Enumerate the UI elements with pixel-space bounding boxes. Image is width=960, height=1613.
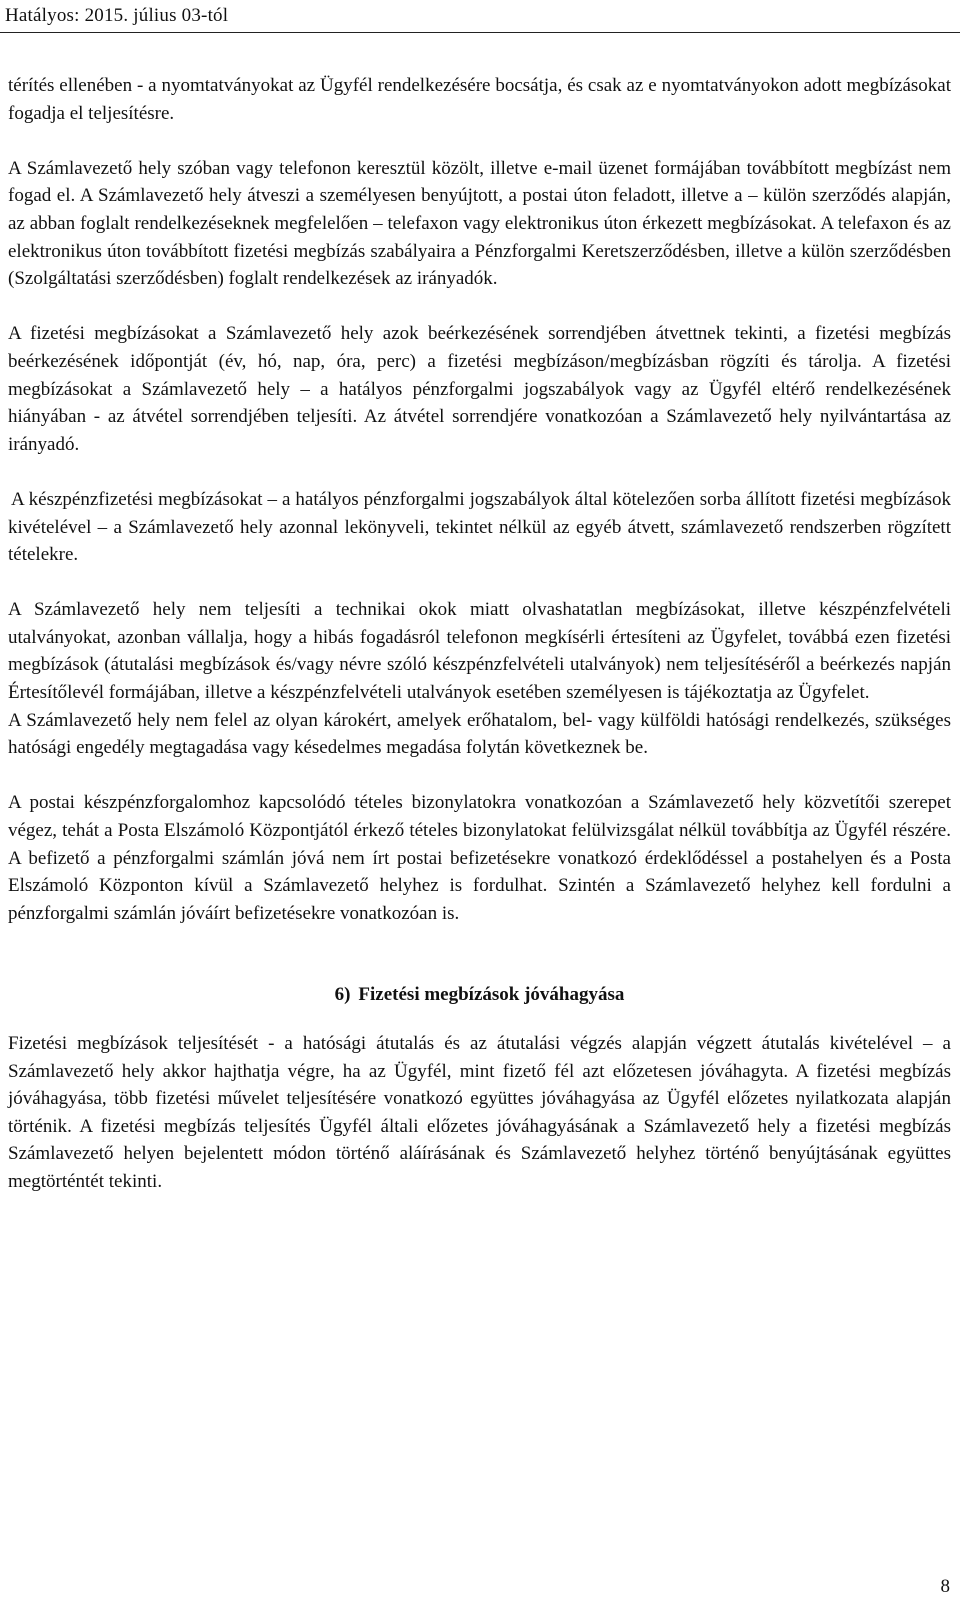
paragraph-cash-payment-orders: A készpénzfizetési megbízásokat – a hatályos pénzforgalmi jogszabályok által kötelezően sorba állított fizetési megbízások kivételével – a Számlavezető hely azonnal lekönyveli, tekintet nélkül az egyéb átvett, számlavezető rendszerben rögzített tételekre. [8,488,951,566]
page-header [0,0,960,42]
section-title: Fizetési megbízások jóváhagyása [358,984,625,1006]
section-number: 6) [334,984,351,1006]
document-body [8,72,951,1196]
paragraph-printed-forms: térítés ellenében - a nyomtatványokat az Ügyfél rendelkezésére bocsátja, és csak az e nyomtatványokon adott megbízásokat fogadja el teljesítésre. [8,75,951,124]
paragraph-illegible-orders: A Számlavezető hely nem teljesíti a technikai okok miatt olvashatatlan megbízásokat, illetve készpénzfelvételi utalványokat, azonban vállalja, hogy a hibás fogadásról telefonon megkísérli értesíteni az Ügyfelet, továbbá ezen fizetési megbízások (átutalási megbízások és/vagy névre szóló készpénzfelvételi utalványok) nem teljesítéséről a beérkezés napján Értesítőlevél formájában, illetve a készpénzfelvételi utalványok esetében személyesen is tájékoztatja az Ügyfelet. [8,599,951,704]
paragraph-order-acceptance: A Számlavezető hely szóban vagy telefonon keresztül közölt, illetve e-mail üzenet formájában továbbított megbízást nem fogad el. A Számlavezető hely átveszi a személyesen benyújtott, a postai úton feladott, illetve a – külön szerződés alapján, az abban foglalt rendelkezéseknek megfelelően – telefaxon vagy elektronikus úton érkezett megbízásokat. A telefaxon és az elektronikus úton továbbított fizetési megbízás szabályaira a Pénzforgalmi Keretszerződésben, illetve a külön szerződésben (Szolgáltatási szerződésben) foglalt rendelkezések az irányadók. [8,157,951,290]
header-divider [0,32,960,33]
paragraph-order-approval: Fizetési megbízások teljesítését - a hatósági átutalás és az átutalási végzés alapján végzett átutalás kivételével – a Számlavezető hely akkor hajthatja végre, ha az Ügyfél, mint fizető fél azt előzetesen jóváhagyta. A fizetési megbízás jóváhagyása, több fizetési művelet teljesítésére vonatkozó együttes jóváhagyása az Ügyfél előzetes nyilatkozata alapján történik. A fizetési megbízás teljesítés Ügyfél általi előzetes jóváhagyásának a Számlavezető hely a fizetési megbízás Számlavezető helyen bejelentett módon történő aláírásának és Számlavezető helyhez történő benyújtásának együttes megtörténtét tekinti. [8,1033,951,1192]
paragraph-postal-cash: A postai készpénzforgalomhoz kapcsolódó tételes bizonylatokra vonatkozóan a Számlavezető hely közvetítői szerepet végez, tehát a Posta Elszámoló Központjától érkező tételes bizonylatokat felülvizsgálat nélkül továbbítja az Ügyfél részére. A befizető a pénzforgalmi számlán jóvá nem írt postai befizetésekre vonatkozó érdeklődéssel a postahelyen és a Posta Elszámoló Központon kívül a Számlavezető helyhez is fordulhat. Szintén a Számlavezető helyhez kell fordulni a pénzforgalmi számlán jóváírt befizetésekre vonatkozóan is. [8,792,951,924]
paragraph-liability: A Számlavezető hely nem felel az olyan károkért, amelyek erőhatalom, bel- vagy külföldi hatósági rendelkezés, szükséges hatósági engedély megtagadása vagy késedelmes megadása folytán következnek be. [8,709,951,759]
page-number: 8 [940,1576,950,1597]
section-heading [8,981,951,1009]
paragraph-order-sequence: A fizetési megbízásokat a Számlavezető hely azok beérkezésének sorrendjében átvettnek tekinti, a fizetési megbízás beérkezésének időpontját (év, hó, nap, óra, perc) a fizetési megbízáson/megbízásban rögzíti és tárolja. A fizetési megbízásokat a Számlavezető hely – a hatályos pénzforgalmi jogszabályok vagy az Ügyfél eltérő rendelkezésének hiányában - az átvétel sorrendjében teljesíti. Az átvétel sorrendjére vonatkozóan a Számlavezető hely nyilvántartása az irányadó. [8,323,951,455]
header-effective-date: Hatályos: 2015. július 03-tól [5,5,229,26]
